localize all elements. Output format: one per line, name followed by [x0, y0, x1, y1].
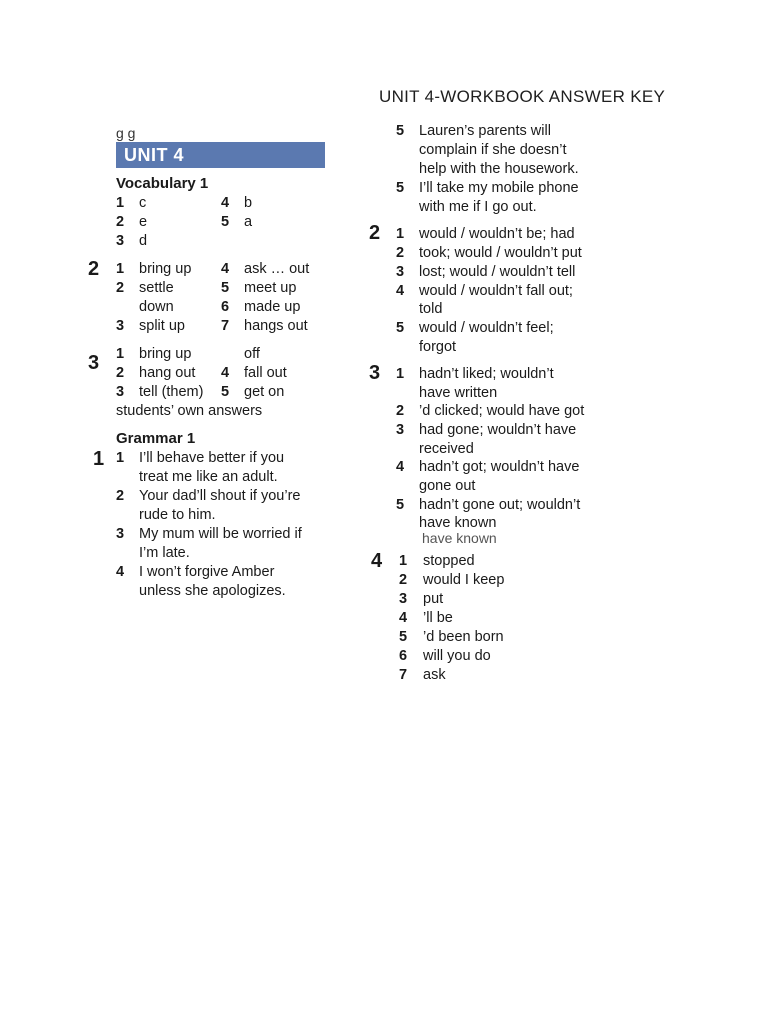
answer-text: ’ll be — [423, 610, 453, 626]
answer-number: 1 — [116, 450, 125, 466]
answer-number: 1 — [399, 553, 408, 569]
answer-number: 5 — [396, 123, 405, 139]
answer-number: 1 — [396, 366, 405, 382]
answer-text: I’m late. — [139, 545, 190, 561]
answer-text: help with the housework. — [419, 161, 579, 177]
answer-text: hadn’t got; wouldn’t have — [419, 459, 580, 475]
answer-text: hang out — [139, 365, 196, 381]
answer-number: 7 — [221, 318, 230, 334]
answer-text: I won’t forgive Amber — [139, 564, 275, 580]
answer-text: e — [139, 214, 148, 230]
answer-text: tell (them) — [139, 384, 204, 400]
answer-text: lost; would / wouldn’t tell — [419, 264, 576, 280]
answer-text: had gone; wouldn’t have — [419, 422, 577, 438]
answer-text: rude to him. — [139, 507, 216, 523]
clipped-text-fragment: g g — [116, 125, 136, 141]
answer-number: 1 — [116, 195, 125, 211]
answer-text: fall out — [244, 365, 287, 381]
answer-text: b — [244, 195, 253, 211]
answer-text: c — [139, 195, 147, 211]
answer-number: 4 — [116, 564, 125, 580]
exercise-number: 1 — [93, 448, 105, 470]
answer-number: 2 — [396, 403, 405, 419]
answer-number: 3 — [396, 422, 405, 438]
answer-number: 2 — [399, 572, 408, 588]
answer-text: ask … out — [244, 261, 310, 277]
answer-number: 2 — [116, 365, 125, 381]
answer-text: have written — [419, 385, 498, 401]
answer-number: 4 — [221, 365, 230, 381]
answer-text: would / wouldn’t fall out; — [419, 283, 573, 299]
answer-text: forgot — [419, 339, 457, 355]
answer-number: 2 — [116, 214, 125, 230]
answer-text: would / wouldn’t feel; — [419, 320, 554, 336]
answer-number: 5 — [396, 320, 405, 336]
answer-text: Your dad’ll shout if you’re — [139, 488, 301, 504]
answer-text: bring up — [139, 261, 192, 277]
answer-number: 5 — [399, 629, 408, 645]
answer-text: meet up — [244, 280, 297, 296]
answer-number: 2 — [116, 488, 125, 504]
answer-text: My mum will be worried if — [139, 526, 302, 542]
answer-number: 5 — [396, 180, 405, 196]
answer-number: 3 — [399, 591, 408, 607]
answer-text: settle — [139, 280, 174, 296]
vocabulary-heading: Vocabulary 1 — [116, 175, 209, 192]
answer-text: I’ll behave better if you — [139, 450, 285, 466]
answer-number: 3 — [116, 318, 125, 334]
answer-number: 4 — [396, 283, 405, 299]
answer-text: ’d clicked; would have got — [419, 403, 585, 419]
answer-text: received — [419, 441, 474, 457]
answer-text: treat me like an adult. — [139, 469, 278, 485]
exercise-number: 2 — [369, 222, 381, 244]
answer-text: gone out — [419, 478, 476, 494]
answer-number: 1 — [396, 226, 405, 242]
exercise-number: 3 — [369, 362, 381, 384]
answer-number: 4 — [399, 610, 408, 626]
answer-number: 6 — [399, 648, 408, 664]
answer-number: 7 — [399, 667, 408, 683]
answer-text: I’ll take my mobile phone — [419, 180, 579, 196]
grammar-heading: Grammar 1 — [116, 430, 196, 447]
exercise-number: 2 — [88, 258, 100, 280]
answer-text: hangs out — [244, 318, 308, 334]
answer-number: 4 — [221, 261, 230, 277]
answer-number: 1 — [116, 346, 125, 362]
answer-text: bring up — [139, 346, 192, 362]
answer-text: will you do — [423, 648, 491, 664]
clipped-text-fragment: have known — [422, 530, 497, 546]
answer-text: unless she apologizes. — [139, 583, 286, 599]
answer-number: 3 — [396, 264, 405, 280]
exercise-number: 3 — [88, 352, 100, 374]
answer-text: d — [139, 233, 148, 249]
answer-text: hadn’t gone out; wouldn’t — [419, 497, 581, 513]
answer-text: would / wouldn’t be; had — [419, 226, 575, 242]
exercise-number: 4 — [371, 550, 383, 572]
answer-number: 3 — [116, 233, 125, 249]
answer-number: 5 — [396, 497, 405, 513]
answer-text: ask — [423, 667, 446, 683]
answer-text: students’ own answers — [116, 403, 263, 419]
answer-text: hadn’t liked; wouldn’t — [419, 366, 554, 382]
answer-number: 2 — [396, 245, 405, 261]
answer-text: made up — [244, 299, 301, 315]
answer-text: complain if she doesn’t — [419, 142, 567, 158]
answer-text: took; would / wouldn’t put — [419, 245, 582, 261]
answer-number: 5 — [221, 214, 230, 230]
answer-number: 4 — [396, 459, 405, 475]
answer-text: a — [244, 214, 253, 230]
answer-text: off — [244, 346, 260, 362]
answer-text: would I keep — [423, 572, 505, 588]
answer-number: 5 — [221, 280, 230, 296]
answer-text: told — [419, 301, 443, 317]
answer-number: 6 — [221, 299, 230, 315]
answer-text: stopped — [423, 553, 475, 569]
answer-text: with me if I go out. — [419, 199, 537, 215]
answer-text: get on — [244, 384, 285, 400]
unit-banner: UNIT 4 — [116, 142, 325, 168]
answer-text: ’d been born — [423, 629, 504, 645]
page-title: UNIT 4-WORKBOOK ANSWER KEY — [379, 87, 666, 106]
answer-text: split up — [139, 318, 185, 334]
answer-text: have known — [419, 515, 497, 531]
answer-text: put — [423, 591, 444, 607]
answer-number: 3 — [116, 526, 125, 542]
answer-number: 4 — [221, 195, 230, 211]
answer-number: 2 — [116, 280, 125, 296]
answer-text: Lauren’s parents will — [419, 123, 551, 139]
answer-number: 1 — [116, 261, 125, 277]
answer-number: 5 — [221, 384, 230, 400]
answer-number: 3 — [116, 384, 125, 400]
answer-text: down — [139, 299, 174, 315]
